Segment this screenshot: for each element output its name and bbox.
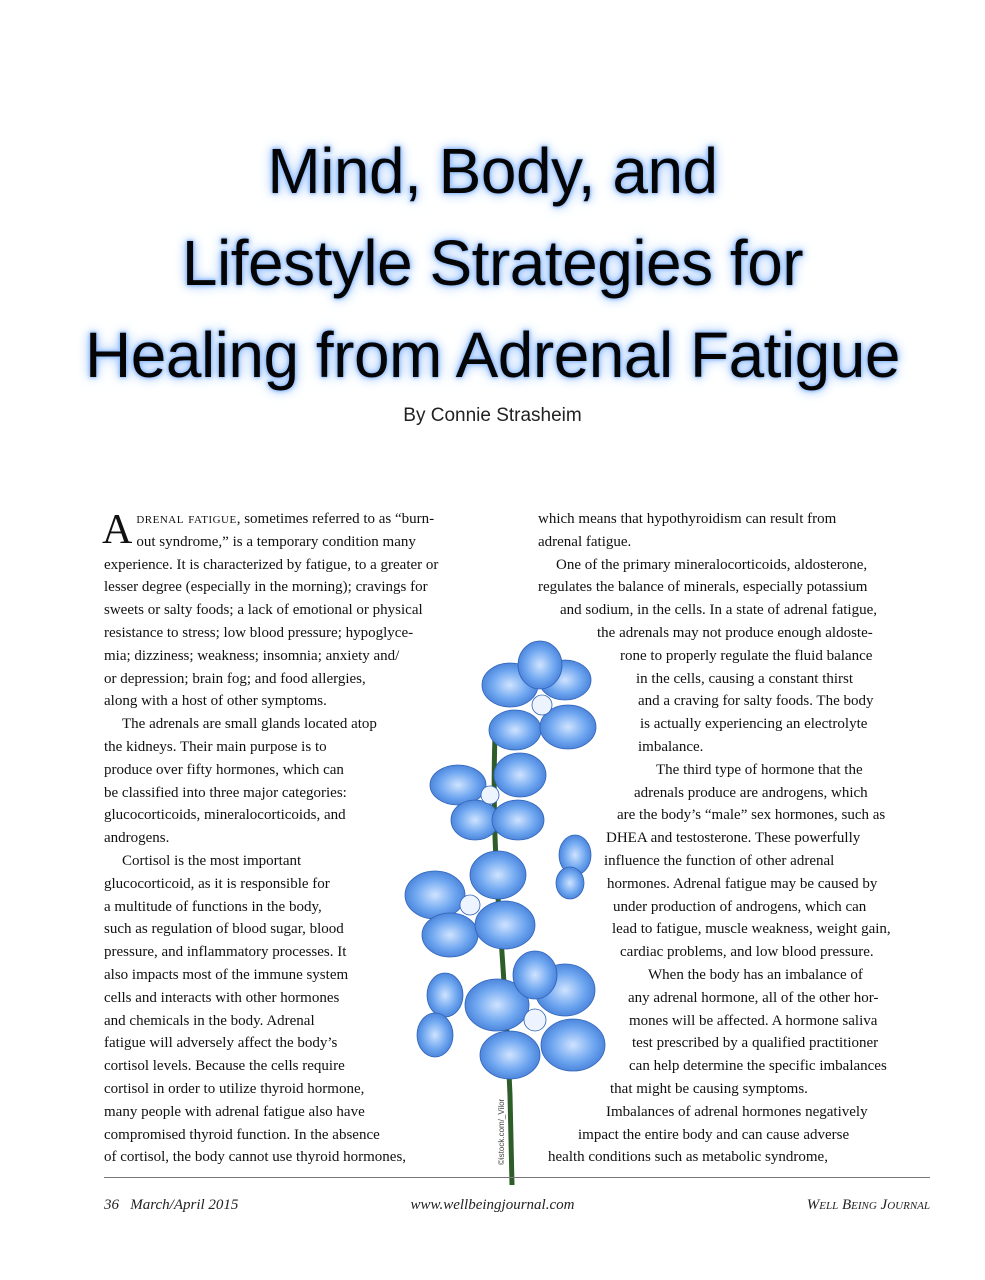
drop-cap: A	[102, 507, 133, 553]
right-column-line: are the body’s “male” sex hormones, such as	[617, 807, 886, 824]
right-column-line: test prescribed by a qualified practitioner	[632, 1035, 879, 1052]
lead-smallcaps: drenal fatigue	[136, 511, 237, 527]
left-column-line: glucocorticoid, as it is responsible for	[104, 875, 330, 892]
right-column-line: that might be causing symptoms.	[610, 1080, 808, 1097]
left-column-line: fatigue will adversely affect the body’s	[104, 1035, 338, 1052]
left-column-line: Cortisol is the most important	[122, 852, 302, 869]
right-column-line: any adrenal hormone, all of the other hor-	[628, 989, 879, 1006]
right-column-line: When the body has an imbalance of	[648, 966, 863, 983]
right-column-line: Imbalances of adrenal hormones negatively	[606, 1103, 868, 1120]
right-column-line: One of the primary mineralocorticoids, aldosterone,	[556, 556, 868, 573]
left-column-line: the kidneys. Their main purpose is to	[104, 738, 327, 755]
right-column-line: impact the entire body and can cause adverse	[578, 1126, 850, 1143]
footer-journal-name: Well Being Journal	[806, 1197, 930, 1213]
byline: By Connie Strasheim	[403, 405, 582, 426]
right-column-line: rone to properly regulate the fluid balance	[620, 647, 873, 664]
right-column-line: The third type of hormone that the	[656, 761, 863, 778]
left-column-line: many people with adrenal fatigue also have	[104, 1103, 365, 1120]
title-line-1: Mind, Body, and	[267, 135, 718, 207]
left-column-line: of cortisol, the body cannot use thyroid hormones,	[104, 1149, 407, 1166]
right-column-line: cardiac problems, and low blood pressure.	[620, 944, 874, 961]
right-column-line: regulates the balance of minerals, especially potassium	[538, 579, 868, 596]
right-column-line: adrenal fatigue.	[538, 533, 632, 550]
right-column-line: in the cells, causing a constant thirst	[636, 670, 854, 687]
right-column-line: adrenals produce are androgens, which	[634, 784, 868, 801]
left-column-line: be classified into three major categories:	[104, 784, 347, 801]
right-column-line: under production of androgens, which can	[613, 898, 867, 915]
left-column-line: sweets or salty foods; a lack of emotional or physical	[104, 602, 423, 619]
title-line-3: Healing from Adrenal Fatigue	[85, 319, 900, 391]
right-column-line: hormones. Adrenal fatigue may be caused by	[607, 875, 878, 892]
article-title	[0, 125, 985, 401]
left-column-line: out syndrome,” is a temporary condition many	[136, 533, 416, 550]
title-line-2: Lifestyle Strategies for	[181, 227, 804, 299]
right-column-line: and sodium, in the cells. In a state of adrenal fatigue,	[560, 602, 877, 619]
left-column-line: along with a host of other symptoms.	[104, 693, 327, 710]
right-column-line: health conditions such as metabolic syndrome,	[548, 1149, 828, 1166]
left-column-line: experience. It is characterized by fatigue, to a greater or	[104, 556, 439, 573]
left-column-line: lesser degree (especially in the morning); cravings for	[104, 579, 428, 596]
footer-rule	[104, 1177, 930, 1178]
left-column-line: The adrenals are small glands located atop	[122, 716, 377, 733]
left-column-line: resistance to stress; low blood pressure; hypoglyce-	[104, 624, 414, 641]
footer-page-date: 36 March/April 2015	[104, 1197, 239, 1213]
right-column-line: the adrenals may not produce enough aldoste-	[597, 624, 873, 641]
right-column-line: DHEA and testosterone. These powerfully	[606, 830, 861, 847]
right-column-line: mones will be affected. A hormone saliva	[629, 1012, 878, 1029]
left-column-line: also impacts most of the immune system	[104, 966, 349, 983]
left-column-line: cortisol in order to utilize thyroid hormone,	[104, 1080, 365, 1097]
left-column-line: and chemicals in the body. Adrenal	[104, 1012, 315, 1029]
right-column-line: and a craving for salty foods. The body	[638, 693, 874, 710]
footer-website: www.wellbeingjournal.com	[410, 1197, 575, 1213]
left-column-line: pressure, and inflammatory processes. It	[104, 944, 347, 961]
right-column-line: imbalance.	[638, 738, 704, 755]
left-column-line: drenal fatigue, sometimes referred to as “burn-	[136, 511, 435, 527]
left-column-line: a multitude of functions in the body,	[104, 898, 322, 915]
left-column-line: androgens.	[104, 830, 170, 847]
right-column-line: lead to fatigue, muscle weakness, weight gain,	[612, 921, 891, 938]
right-column-line: can help determine the specific imbalances	[629, 1058, 887, 1075]
right-column-line: influence the function of other adrenal	[604, 852, 835, 869]
right-column-line: is actually experiencing an electrolyte	[640, 716, 868, 733]
photo-credit: ©istock.com/_Vilor	[497, 1098, 506, 1165]
left-column-line: compromised thyroid function. In the absence	[104, 1126, 380, 1143]
right-column	[0, 508, 985, 1169]
left-column-line: glucocorticoids, mineralocorticoids, and	[104, 807, 346, 824]
left-column-line: such as regulation of blood sugar, blood	[104, 921, 344, 938]
left-column-line: cortisol levels. Because the cells require	[104, 1058, 345, 1075]
left-column-line: cells and interacts with other hormones	[104, 989, 340, 1006]
left-column-line: mia; dizziness; weakness; insomnia; anxiety and/	[104, 647, 400, 664]
left-column-line: or depression; brain fog; and food allergies,	[104, 670, 366, 687]
left-column-line: produce over fifty hormones, which can	[104, 761, 344, 778]
right-column-line: which means that hypothyroidism can result from	[538, 511, 837, 527]
